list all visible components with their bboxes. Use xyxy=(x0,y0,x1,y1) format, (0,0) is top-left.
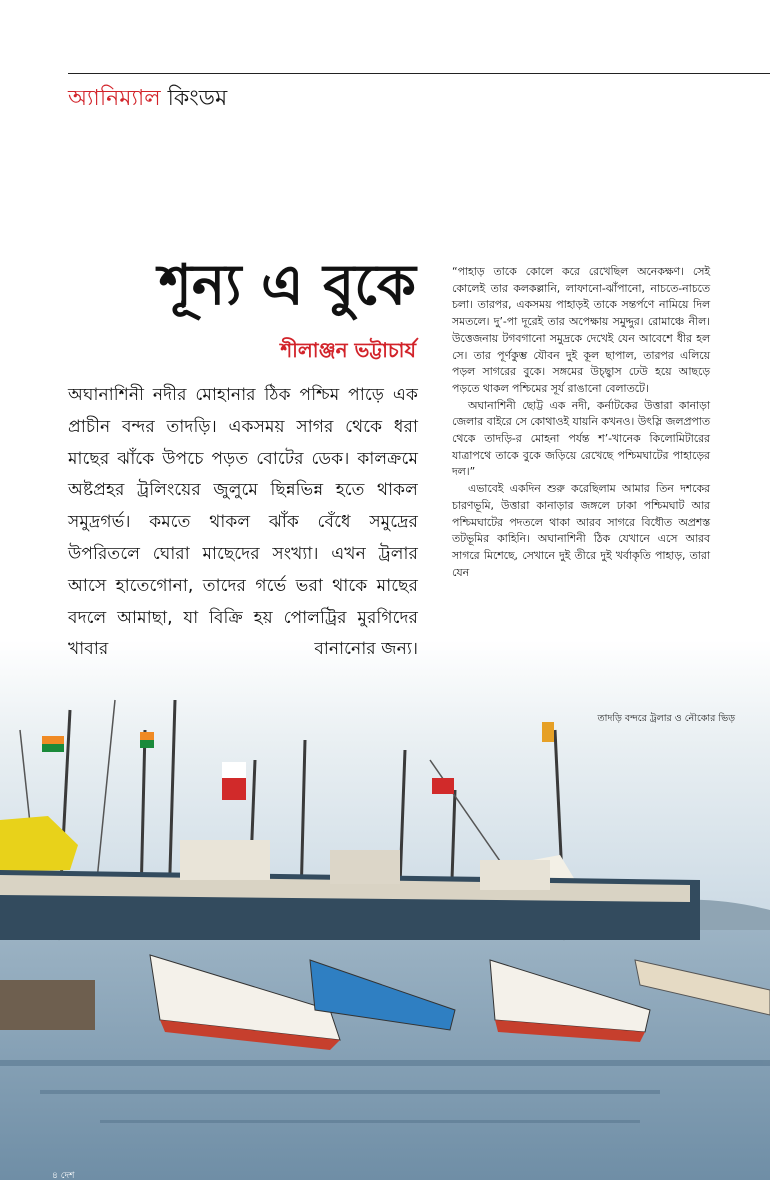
lead-paragraph-end: বানানোর জন্য। xyxy=(314,639,418,659)
photo-caption: তাদড়ি বন্দরে ট্রলার ও নৌকোর ভিড় xyxy=(597,713,735,724)
body-paragraph: “পাহাড় তাকে কোলে করে রেখেছিল অনেকক্ষণ। সেই কোলেই তার কলকল্লানি, লাফানো-ঝাঁপানো, নাচতে-নাচতে চলা। তারপর, একসময় পাহাড়ই তাকে সন্তর্পণে নামিয়ে দিল সমতলে। দু’-পা দূরেই তার অপেক্ষায় সমুদ্দুর। রোমাঞ্চে নীল। উত্তেজনায় টগবগানো সমুদ্রকে দেখেই যেন আবেশে ধীর হল সে। তার পূর্ণকুম্ভ যৌবন দুই কূল ছাপাল, তারপর এলিয়ে পড়ল সাগরের বুকে। সঙ্গমের উচ্ছ্বাস ঢেউ হয়ে আছড়ে পড়তে থাকল পশ্চিমের সূর্য রাঙানো বেলাতটে। xyxy=(452,265,710,395)
section-label-main: কিংডম xyxy=(167,86,228,111)
body-paragraph: অঘানাশিনী ছোট্ট এক নদী, কর্নাটকের উত্তারা কানাড়া জেলার বাইরে সে কোথাওই যায়নি কখনও। উৎস্লি জলপ্রপাত থেকে তাদড়ি-র মোহনা পর্যন্ত শ’-খানেক কিলোমিটারের যাত্রাপথে তাকে বুকে জড়িয়ে রেখেছে পশ্চিমঘাটের পাহাড়ের দল।” xyxy=(452,398,710,479)
section-label xyxy=(68,84,227,114)
article-author: শীলাঞ্জন ভট্টাচার্য xyxy=(280,338,416,362)
section-label-accent: অ্যানিম্যাল xyxy=(68,86,161,111)
body-column xyxy=(452,264,710,581)
page-folio: ৪ দেশ xyxy=(52,1171,75,1181)
lead-paragraph: অঘানাশিনী নদীর মোহানার ঠিক পশ্চিম পাড়ে এক প্রাচীন বন্দর তাদড়ি। একসময় সাগর থেকে ধরা মাছের ঝাঁকে উপচে পড়ত বোটের ডেক। কালক্রমে অষ্টপ্রহর ট্রলিংয়ের জুলুমে ছিন্নভিন্ন হতে থাকল সমুদ্রগর্ভ। কমতে থাকল ঝাঁক বেঁধে সমুদ্রের উপরিতলে ঘোরা মাছেদের সংখ্যা। এখন ট্রলার আসে হাতেগোনা, তাদের গর্ভে ভরা থাকে মাছের বদলে আমাছা, যা বিক্রি হয় পোলট্রির মুরগিদের খাবার xyxy=(68,385,418,660)
article-title: শূন্য এ বুকে xyxy=(158,252,416,318)
header-rule xyxy=(68,73,770,74)
body-paragraph: এভাবেই একদিন শুরু করেছিলাম আমার তিন দশকের চারণভূমি, উত্তারা কানাড়ার জঙ্গলে ঢাকা পশ্চিমঘাট আর পশ্চিমঘাটের পদতলে থাকা আরব সাগরে বিধৌত অপ্রশস্ত তটভূমির কাহিনি। অঘানাশিনী ঠিক যেখানে এসে আরব সাগরে মিশেছে, সেখানে দুই তীরে দুই খর্বাকৃতি পাহাড়, তারা যেন xyxy=(452,482,710,579)
